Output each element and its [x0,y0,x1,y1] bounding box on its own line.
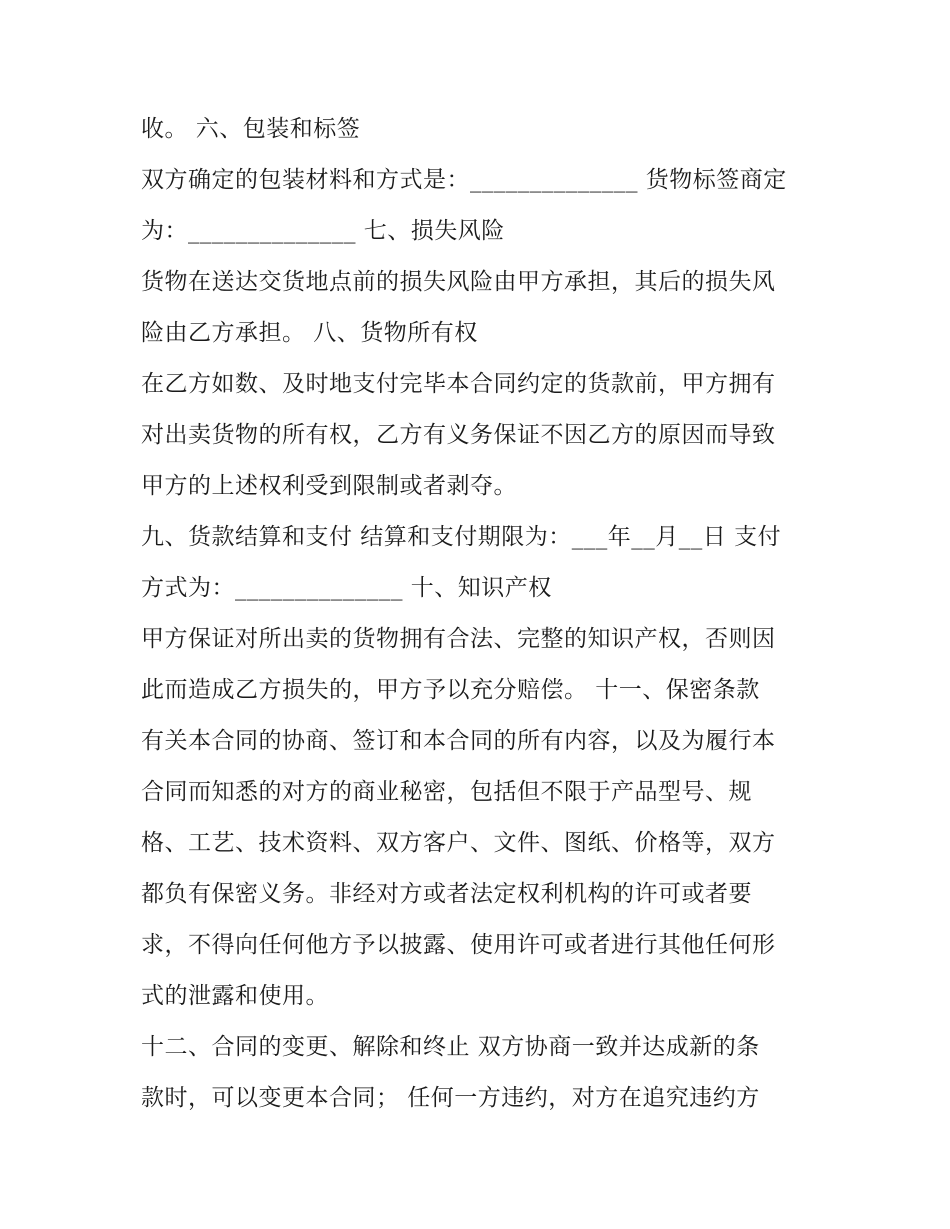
text-line: 为：______________ 七、损失风险 [141,218,505,244]
text-line: 求，不得向任何他方予以披露、使用许可或者进行其他任何形 [141,932,776,958]
text-line: 格、工艺、技术资料、双方客户、文件、图纸、价格等，双方 [141,830,776,856]
text-line: 险由乙方承担。 八、货物所有权 [141,320,478,346]
text-line: 对出卖货物的所有权，乙方有义务保证不因乙方的原因而导致 [141,422,776,448]
text-line: 收。 六、包装和标签 [141,116,361,142]
text-line: 合同而知悉的对方的商业秘密，包括但不限于产品型号、规 [141,779,752,805]
text-line: 十二、合同的变更、解除和终止 双方协商一致并达成新的条 [141,1034,760,1060]
document-body [141,104,821,1124]
text-line: 甲方的上述权利受到限制或者剥夺。 [141,473,517,499]
text-line: 此而造成乙方损失的，甲方予以充分赔偿。 十一、保密条款 [141,677,760,703]
text-line: 货物在送达交货地点前的损失风险由甲方承担，其后的损失风 [141,269,776,295]
text-line: 款时，可以变更本合同； 任何一方违约，对方在追究违约方 [141,1085,760,1111]
text-line: 双方确定的包装材料和方式是：______________ 货物标签商定 [141,167,787,193]
text-line: 方式为：______________ 十、知识产权 [141,575,552,601]
text-line: 九、货款结算和支付 结算和支付期限为：___年__月__日 支付 [141,524,782,550]
text-line: 式的泄露和使用。 [141,983,329,1009]
text-line: 都负有保密义务。非经对方或者法定权利机构的许可或者要 [141,881,752,907]
text-line: 在乙方如数、及时地支付完毕本合同约定的货款前，甲方拥有 [141,371,776,397]
text-line: 甲方保证对所出卖的货物拥有合法、完整的知识产权，否则因 [141,626,776,652]
text-line: 有关本合同的协商、签订和本合同的所有内容，以及为履行本 [141,728,776,754]
